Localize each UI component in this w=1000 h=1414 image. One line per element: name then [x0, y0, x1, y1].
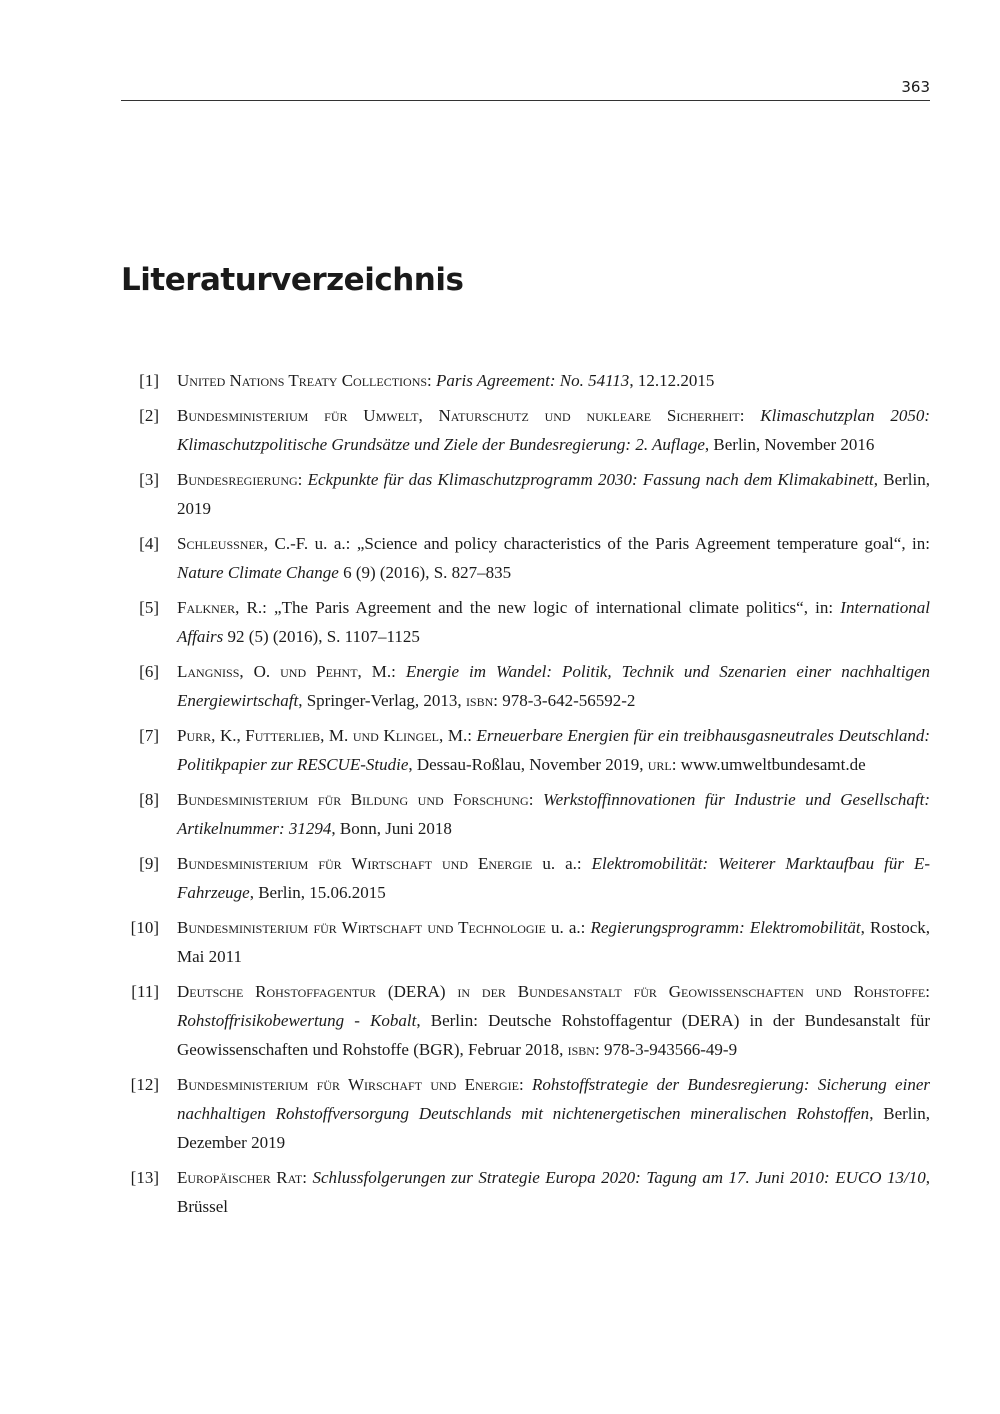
reference-entry	[121, 529, 930, 587]
reference-identifier: : 978-3-943566-49-9	[594, 1040, 738, 1059]
reference-text	[177, 366, 930, 395]
reference-separator: u. a.: „Science and policy characteristics of the Paris Agreement temperature goal“, in:	[308, 534, 930, 553]
reference-separator: :	[427, 371, 437, 390]
reference-text	[177, 593, 930, 651]
reference-number: [11]	[131, 982, 159, 1001]
reference-text	[177, 721, 930, 779]
reference-text	[177, 465, 930, 523]
reference-author: Europäischer Rat	[177, 1168, 303, 1187]
reference-details: , 12.12.2015	[629, 371, 715, 390]
reference-identifier: : 978-3-642-56592-2	[493, 691, 636, 710]
reference-number: [1]	[139, 371, 159, 390]
reference-separator: :	[925, 982, 930, 1001]
reference-title: Klimaschutzplan 2050: Klimaschutzpolitische Grundsätze und Ziele der Bundesregierung: 2. Auflage	[177, 406, 930, 454]
reference-author: Bundesministerium für Wirtschaft und Energie	[177, 854, 533, 873]
reference-separator: :	[467, 726, 477, 745]
reference-number: [13]	[130, 1168, 159, 1187]
reference-journal: Nature Climate Change	[177, 563, 339, 582]
bibliography-list	[121, 366, 930, 1227]
reference-number: [3]	[139, 470, 159, 489]
reference-separator: :	[297, 470, 308, 489]
reference-details: , Rostock, Mai 2011	[177, 918, 930, 966]
reference-title: Erneuerbare Energien für ein treibhausgasneutrales Deutschland: Politikpapier zur RESCUE-Studie	[177, 726, 930, 774]
reference-identifier: : www.umweltbundesamt.de	[671, 755, 866, 774]
reference-title: Energie im Wandel: Politik, Technik und Szenarien einer nachhaltigen Energiewirtschaft	[177, 662, 930, 710]
page-number: 363	[901, 78, 930, 96]
reference-text	[177, 785, 930, 843]
reference-text	[177, 529, 930, 587]
reference-number: [12]	[130, 1075, 159, 1094]
reference-separator: :	[391, 662, 406, 681]
reference-details: , Brüssel	[177, 1168, 930, 1216]
reference-separator: :	[518, 1075, 533, 1094]
reference-author: Bundesministerium für Bildung und Forschung	[177, 790, 529, 809]
reference-number: [9]	[139, 854, 159, 873]
reference-entry	[121, 465, 930, 523]
reference-author: Schleussner, C.-F.	[177, 534, 309, 553]
reference-entry	[121, 401, 930, 459]
reference-journal: International Affairs	[177, 598, 930, 646]
reference-text	[177, 977, 930, 1064]
reference-number: [8]	[139, 790, 159, 809]
reference-title: Elektromobilität: Weiterer Marktaufbau für E-Fahrzeuge	[177, 854, 930, 902]
reference-number: [7]	[139, 726, 159, 745]
reference-title: Regierungsprogramm: Elektromobilität	[590, 918, 861, 937]
reference-separator: :	[739, 406, 761, 425]
reference-number: [4]	[139, 534, 159, 553]
reference-label: isbn	[465, 691, 494, 710]
reference-text	[177, 657, 930, 715]
reference-entry	[121, 721, 930, 779]
reference-entry	[121, 1070, 930, 1157]
reference-text	[177, 1070, 930, 1157]
reference-title: Rohstoffrisikobewertung - Kobalt	[177, 1011, 417, 1030]
reference-author: Bundesregierung	[177, 470, 298, 489]
reference-title: Rohstoffstrategie der Bundesregierung: Sicherung einer nachhaltigen Rohstoffversorgung Deutschlands mit nichtenergetischen mineralischen Rohstoffen	[177, 1075, 930, 1123]
reference-details: , Berlin, November 2016	[704, 435, 875, 454]
reference-text	[177, 849, 930, 907]
reference-separator: :	[528, 790, 543, 809]
reference-number: [2]	[139, 406, 159, 425]
reference-author: Bundesministerium für Wirschaft und Energie	[177, 1075, 519, 1094]
reference-details: 6 (9) (2016), S. 827–835	[338, 563, 512, 582]
reference-text	[177, 1163, 930, 1221]
reference-entry	[121, 977, 930, 1064]
reference-separator: : „The Paris Agreement and the new logic of international climate politics“, in:	[262, 598, 841, 617]
reference-author: Bundesministerium für Wirtschaft und Technologie	[177, 918, 546, 937]
reference-entry	[121, 1163, 930, 1221]
reference-details: , Springer-Verlag, 2013,	[298, 691, 466, 710]
reference-title: Schlussfolgerungen zur Strategie Europa 2020: Tagung am 17. Juni 2010: EUCO 13/10	[312, 1168, 926, 1187]
reference-details: , Berlin, Dezember 2019	[177, 1104, 930, 1152]
reference-label: isbn	[567, 1040, 595, 1059]
reference-details: 92 (5) (2016), S. 1107–1125	[223, 627, 420, 646]
reference-details: , Berlin: Deutsche Rohstoffagentur (DERA) in der Bundesanstalt für Geowissenschaften und Rohstoffe (BGR), Februar 2018,	[177, 1011, 930, 1059]
reference-label: url	[647, 755, 672, 774]
reference-details: , Bonn, Juni 2018	[331, 819, 452, 838]
reference-details: , Dessau-Roßlau, November 2019,	[408, 755, 648, 774]
reference-number: [10]	[130, 918, 159, 937]
reference-details: , Berlin, 15.06.2015	[249, 883, 386, 902]
reference-text	[177, 401, 930, 459]
reference-text	[177, 913, 930, 971]
reference-author: Falkner, R.	[177, 598, 263, 617]
reference-details: , Berlin, 2019	[177, 470, 930, 518]
reference-entry	[121, 849, 930, 907]
reference-author: Bundesministerium für Umwelt, Naturschutz und nukleare Sicherheit	[177, 406, 740, 425]
reference-entry	[121, 657, 930, 715]
reference-separator: u. a.:	[532, 854, 592, 873]
reference-number: [6]	[139, 662, 159, 681]
header-rule	[121, 100, 930, 101]
reference-title: Paris Agreement: No. 54113	[436, 371, 630, 390]
reference-author: United Nations Treaty Collections	[177, 371, 428, 390]
reference-entry	[121, 913, 930, 971]
reference-author: Deutsche Rohstoffagentur (DERA) in der Bundesanstalt für Geowissenschaften und Rohstoffe	[177, 982, 926, 1001]
reference-separator: :	[302, 1168, 313, 1187]
reference-entry	[121, 785, 930, 843]
chapter-title: Literaturverzeichnis	[121, 262, 464, 298]
reference-title: Werkstoffinnovationen für Industrie und Gesellschaft: Artikelnummer: 31294	[177, 790, 930, 838]
reference-entry	[121, 593, 930, 651]
reference-author: Purr, K., Futterlieb, M. und Klingel, M.	[177, 726, 468, 745]
reference-author: Langniss, O. und Pehnt, M.	[177, 662, 392, 681]
reference-entry	[121, 366, 930, 395]
reference-separator: u. a.:	[545, 918, 591, 937]
reference-title: Eckpunkte für das Klimaschutzprogramm 2030: Fassung nach dem Klimakabinett	[307, 470, 874, 489]
reference-number: [5]	[139, 598, 159, 617]
